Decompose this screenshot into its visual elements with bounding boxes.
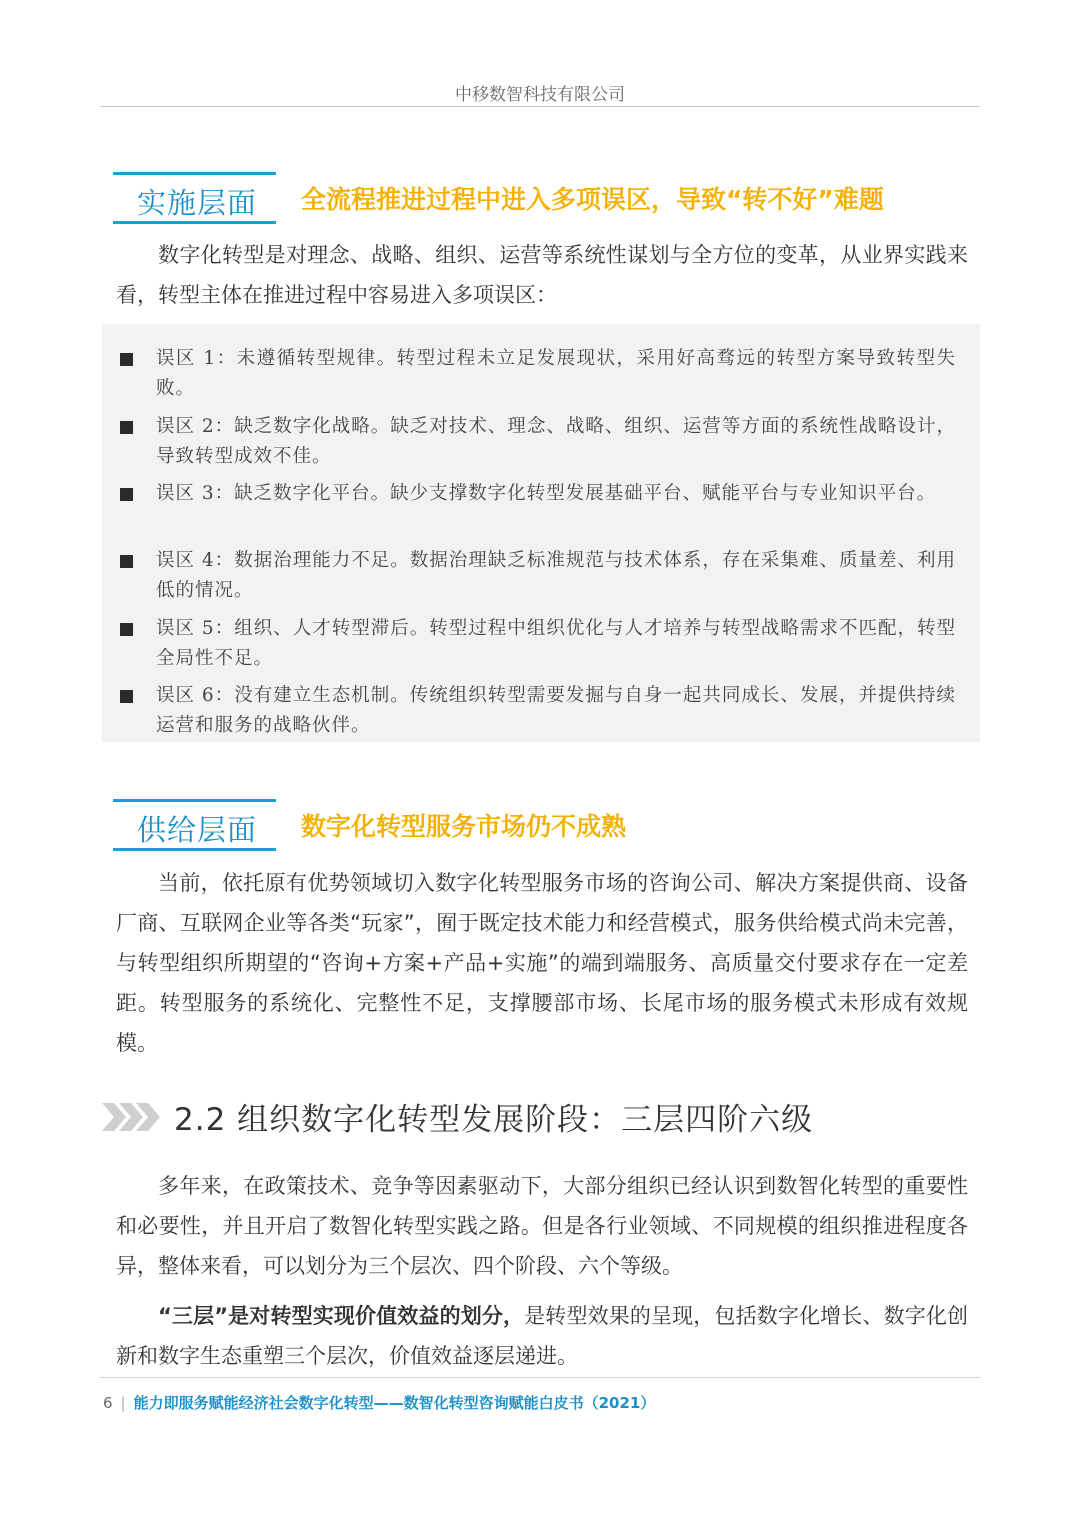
tag-bottom-rule: [113, 848, 276, 851]
three-layers-paragraph: [116, 1296, 968, 1376]
pitfall-text: 误区 1：未遵循转型规律。转型过程未立足发展现状，采用好高骛远的转型方案导致转型失败。: [156, 348, 956, 399]
footer-separator: |: [120, 1394, 126, 1412]
pitfall-text: 误区 6：没有建立生态机制。传统组织转型需要发掘与自身一起共同成长、发展，并提供持续运营和服务的战略伙伴。: [156, 685, 956, 736]
stages-paragraph: 多年来，在政策技术、竞争等因素驱动下，大部分组织已经认识到数智化转型的重要性和必要性，并且开启了数智化转型实践之路。但是各行业领域、不同规模的组织推进程度各异，整体来看，可以划分为三个层次、四个阶段、六个等级。: [116, 1174, 968, 1278]
section-tag-label: 实施层面: [137, 186, 258, 220]
section-intro-paragraph: 数字化转型是对理念、战略、组织、运营等系统性谋划与全方位的变革，从业界实践来看，转型主体在推进过程中容易进入多项误区：: [116, 243, 968, 307]
chapter-heading-text: 2.2 组织数字化转型发展阶段：三层四阶六级: [174, 1102, 814, 1138]
square-bullet-icon: [120, 623, 133, 636]
pitfall-text: 误区 4：数据治理能力不足。数据治理缺乏标准规范与技术体系，存在采集难、质量差、利用低的情况。: [156, 550, 956, 601]
page-number: 6: [103, 1394, 113, 1412]
section-tag-label: 供给层面: [137, 813, 258, 847]
tag-top-rule: [113, 799, 276, 802]
footer-document-title: 能力即服务赋能经济社会数字化转型——数智化转型咨询赋能白皮书（2021）: [133, 1394, 656, 1412]
pitfalls-box: [102, 324, 980, 742]
footer-divider: [100, 1377, 980, 1378]
pitfall-text: 误区 5：组织、人才转型滞后。转型过程中组织优化与人才培养与转型战略需求不匹配，转型全局性不足。: [156, 618, 956, 669]
running-header: 中移数智科技有限公司: [455, 85, 625, 105]
pitfall-text: 误区 2：缺乏数字化战略。缺乏对技术、理念、战略、组织、运营等方面的系统性战略设计，导致转型成效不佳。: [156, 416, 956, 467]
tag-bottom-rule: [113, 221, 276, 224]
page-footer: [103, 1392, 655, 1413]
square-bullet-icon: [120, 353, 133, 366]
pitfall-text: 误区 3：缺乏数字化平台。缺少支撑数字化转型发展基础平台、赋能平台与专业知识平台。: [156, 483, 937, 504]
supply-paragraph: 当前，依托原有优势领域切入数字化转型服务市场的咨询公司、解决方案提供商、设备厂商、互联网企业等各类“玩家”，囿于既定技术能力和经营模式，服务供给模式尚未完善，与转型组织所期望的“咨询+方案+产品+实施”的端到端服务、高质量交付要求存在一定差距。转型服务的系统化、完整性不足，支撑腰部市场、长尾市场的服务模式未形成有效规模。: [116, 871, 968, 1055]
three-layers-text: 是转型效果的呈现，包括数字化增长、数字化创新和数字生态重塑三个层次，价值效益逐层递进。: [116, 1304, 968, 1368]
section-tag: [113, 172, 276, 224]
section-title: 数字化转型服务市场仍不成熟: [301, 812, 627, 841]
three-layers-bold-lead: “三层”是对转型实现价值效益的划分，: [158, 1304, 525, 1328]
section-title: 全流程推进过程中进入多项误区，导致“转不好”难题: [301, 185, 884, 214]
square-bullet-icon: [120, 421, 133, 434]
square-bullet-icon: [120, 690, 133, 703]
square-bullet-icon: [120, 555, 133, 568]
square-bullet-icon: [120, 488, 133, 501]
triple-chevron-icon: [102, 1103, 162, 1131]
header-divider: [100, 106, 980, 107]
section-tag: [113, 799, 276, 851]
tag-top-rule: [113, 172, 276, 175]
